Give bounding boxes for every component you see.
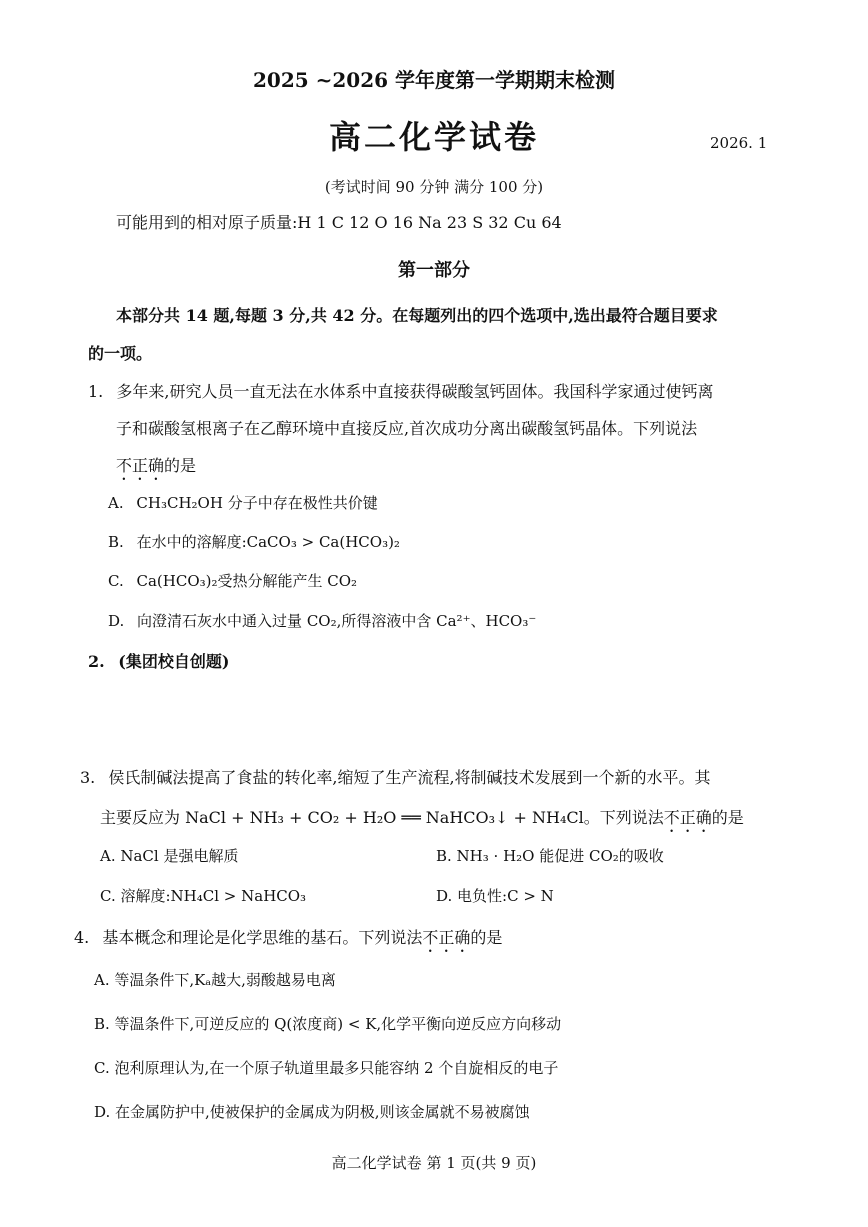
q3-stem-line2 xyxy=(100,805,744,836)
q3-option-a: A. NaCl 是强电解质 xyxy=(100,847,239,865)
q1-stem-tail: 的是 xyxy=(164,456,197,475)
q1-option-c-label: C. xyxy=(108,572,124,590)
q1-option-a-text: 分子中存在极性共价键 xyxy=(227,494,378,512)
q1-option-d xyxy=(108,610,536,631)
q1-option-d-label: D. xyxy=(108,612,125,630)
part-heading: 第一部分 xyxy=(398,260,470,281)
q1-stem-line3 xyxy=(116,453,196,484)
q1-option-a-formula: CH₃CH₂OH xyxy=(136,494,223,512)
q4-stem-text: 基本概念和理论是化学思维的基石。下列说法 xyxy=(102,928,423,947)
q1-option-a-label: A. xyxy=(108,494,124,512)
atomic-masses-line xyxy=(116,210,562,233)
q3-option-b: B. NH₃ · H₂O 能促进 CO₂的吸收 xyxy=(436,847,664,865)
q1-option-b-label: B. xyxy=(108,533,124,551)
exam-term-line: 2025 ~2026 学年度第一学期期末检测 xyxy=(252,68,615,92)
q1-option-d-text: 向澄清石灰水中通入过量 CO₂,所得溶液中含 Ca²⁺、HCO₃⁻ xyxy=(137,612,537,630)
q4-option-b: B. 等温条件下,可逆反应的 Q(浓度商) < K,化学平衡向逆反应方向移动 xyxy=(94,1015,562,1033)
q3-stem-line1 xyxy=(80,765,711,788)
part-intro-line2: 的一项。 xyxy=(88,344,153,363)
q4-option-a: A. 等温条件下,Kₐ越大,弱酸越易电离 xyxy=(94,971,336,989)
q3-option-d: D. 电负性:C > N xyxy=(436,887,554,905)
q3-option-c: C. 溶解度:NH₄Cl > NaHCO₃ xyxy=(100,887,307,905)
part-intro-line1: 本部分共 14 题,每题 3 分,共 42 分。在每题列出的四个选项中,选出最符合题目要求 xyxy=(116,306,718,325)
q3-number: 3. xyxy=(80,768,96,787)
q1-text-line1: 多年来,研究人员一直无法在水体系中直接获得碳酸氢钙固体。我国科学家通过使钙离 xyxy=(116,382,714,401)
exam-time-info: (考试时间 90 分钟 满分 100 分) xyxy=(324,178,544,196)
q1-option-c-text: Ca(HCO₃)₂受热分解能产生 CO₂ xyxy=(136,572,358,590)
q3-stem-tail: 的是 xyxy=(711,808,744,827)
q4-number: 4. xyxy=(74,928,90,947)
q1-option-b xyxy=(108,531,400,552)
q1-stem-line2: 子和碳酸氢根离子在乙醇环境中直接反应,首次成功分离出碳酸氢钙晶体。下列说法 xyxy=(116,419,698,438)
q1-option-a xyxy=(108,492,378,513)
q4-emphasis: 不正确 xyxy=(422,928,471,947)
q2-line xyxy=(88,649,229,672)
q3-text-line1: 侯氏制碱法提高了食盐的转化率,缩短了生产流程,将制碱技术发展到一个新的水平。其 xyxy=(108,768,711,787)
q2-number: 2. xyxy=(88,652,105,671)
q4-stem-tail: 的是 xyxy=(470,928,503,947)
q4-option-d: D. 在金属防护中,使被保护的金属成为阴极,则该金属就不易被腐蚀 xyxy=(94,1103,530,1121)
q1-option-c xyxy=(108,570,357,591)
q3-emphasis: 不正确 xyxy=(663,808,712,827)
q1-option-b-text: 在水中的溶解度:CaCO₃ > Ca(HCO₃)₂ xyxy=(136,533,400,551)
exam-date: 2026. 1 xyxy=(710,134,768,152)
atomic-masses-values: H 1 C 12 O 16 Na 23 S 32 Cu 64 xyxy=(297,213,562,232)
q4-option-c: C. 泡利原理认为,在一个原子轨道里最多只能容纳 2 个自旋相反的电子 xyxy=(94,1059,559,1077)
atomic-masses-label: 可能用到的相对原子质量: xyxy=(116,213,298,232)
q2-text: (集团校自创题) xyxy=(118,652,230,671)
exam-title: 高二化学试卷 xyxy=(328,118,539,156)
q1-stem-line1 xyxy=(88,379,713,402)
q3-equation-text: 主要反应为 NaCl + NH₃ + CO₂ + H₂O ══ NaHCO₃↓ + NH₄Cl。下列说法 xyxy=(100,808,664,827)
q4-stem xyxy=(74,925,502,956)
q1-emphasis: 不正确 xyxy=(116,456,165,475)
page-footer: 高二化学试卷 第 1 页(共 9 页) xyxy=(331,1154,537,1172)
q1-number: 1. xyxy=(88,382,104,401)
